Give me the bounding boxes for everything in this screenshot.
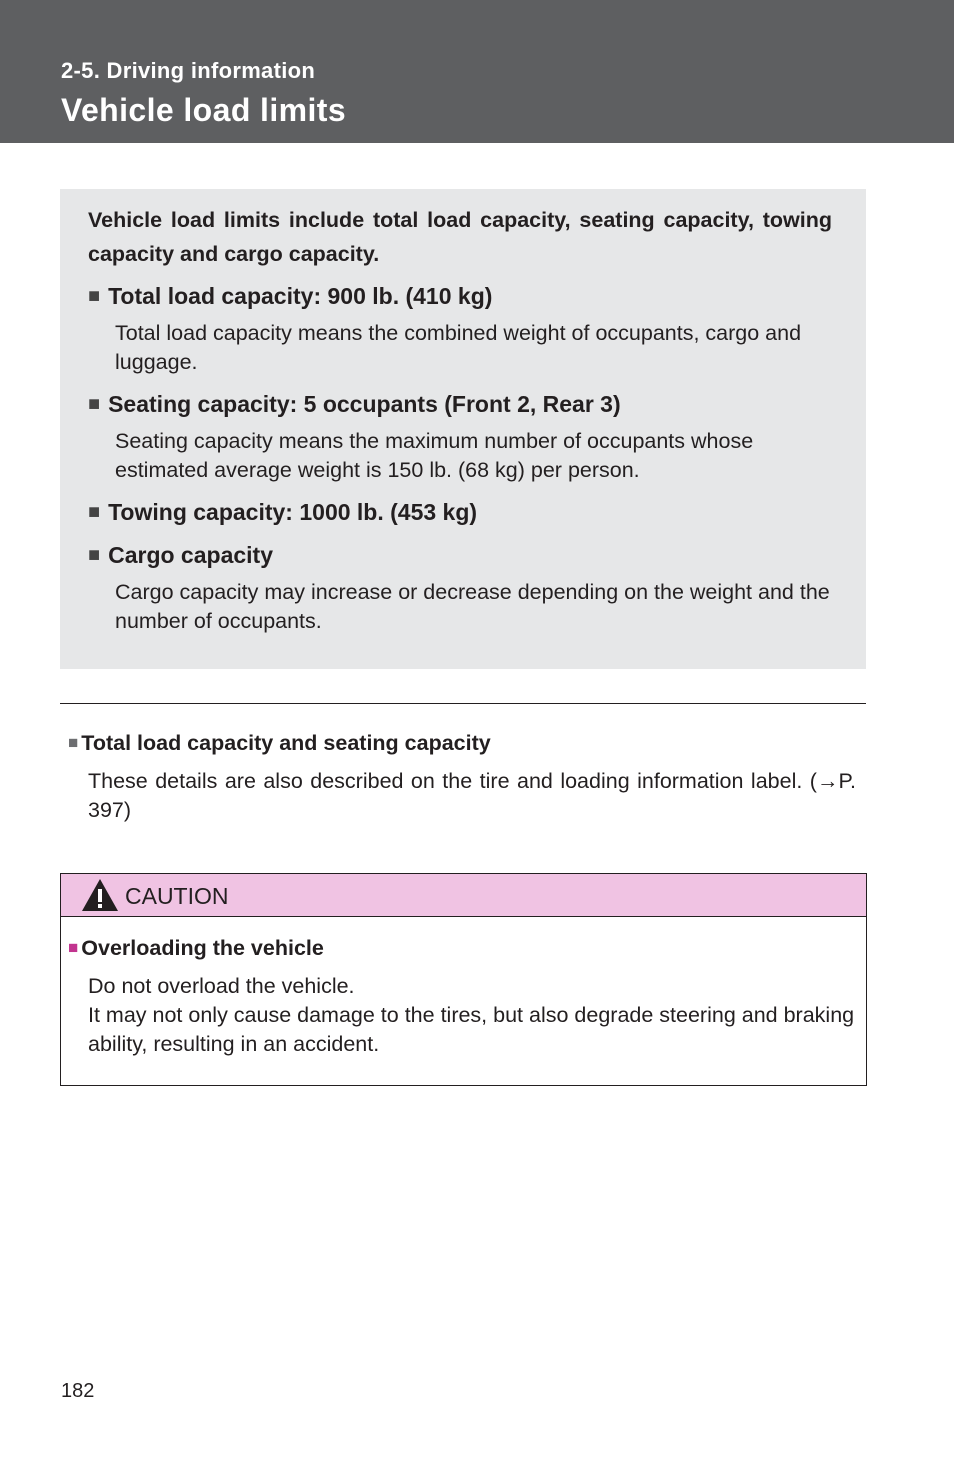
section-label: 2-5. Driving information (61, 58, 316, 83)
page-number: 182 (61, 1380, 95, 1402)
caution-body-line: It may not only cause damage to the tires, but also degrade steering and braking ability, resulting in an accident. (88, 1003, 855, 1056)
item-cargo (88, 540, 832, 636)
caution-bar (61, 874, 866, 917)
item-body: Total load capacity means the combined weight of occupants, cargo and luggage. (115, 321, 802, 374)
item-heading: Total load capacity: 900 lb. (410 kg) (108, 283, 493, 309)
note-heading: Total load capacity and seating capacity (81, 731, 491, 755)
warning-triangle-icon (81, 878, 119, 912)
item-heading: Towing capacity: 1000 lb. (453 kg) (108, 499, 478, 525)
square-bullet-icon: ■ (68, 938, 79, 957)
summary-intro: Vehicle load limits include total load capacity, seating capacity, towing capacity and cargo capacity. (88, 208, 832, 266)
caution-box (60, 873, 867, 1086)
caution-body-line: Do not overload the vehicle. (88, 974, 355, 998)
page-title: Vehicle load limits (61, 92, 347, 128)
item-seating (88, 389, 832, 485)
caution-heading: Overloading the vehicle (81, 936, 324, 960)
item-body: Seating capacity means the maximum number of occupants whose estimated average weight is 150 lb. (68 kg) per person. (115, 429, 754, 482)
page-header (0, 0, 954, 143)
square-bullet-icon: ■ (88, 501, 101, 523)
divider (60, 703, 866, 704)
item-heading: Cargo capacity (108, 542, 273, 568)
item-total-load (88, 281, 832, 377)
square-bullet-icon: ■ (88, 544, 101, 566)
square-bullet-icon: ■ (68, 733, 79, 752)
item-towing (88, 497, 832, 540)
caution-label: CAUTION (125, 882, 229, 909)
square-bullet-icon: ■ (88, 393, 101, 415)
summary-box (60, 189, 866, 669)
note-body: These details are also described on the tire and loading information label. (→P. 397) (88, 769, 856, 822)
item-body: Cargo capacity may increase or decrease depending on the weight and the number of occupants. (115, 580, 830, 633)
square-bullet-icon: ■ (88, 285, 101, 307)
note-section (60, 728, 856, 825)
item-heading: Seating capacity: 5 occupants (Front 2, Rear 3) (108, 391, 621, 417)
